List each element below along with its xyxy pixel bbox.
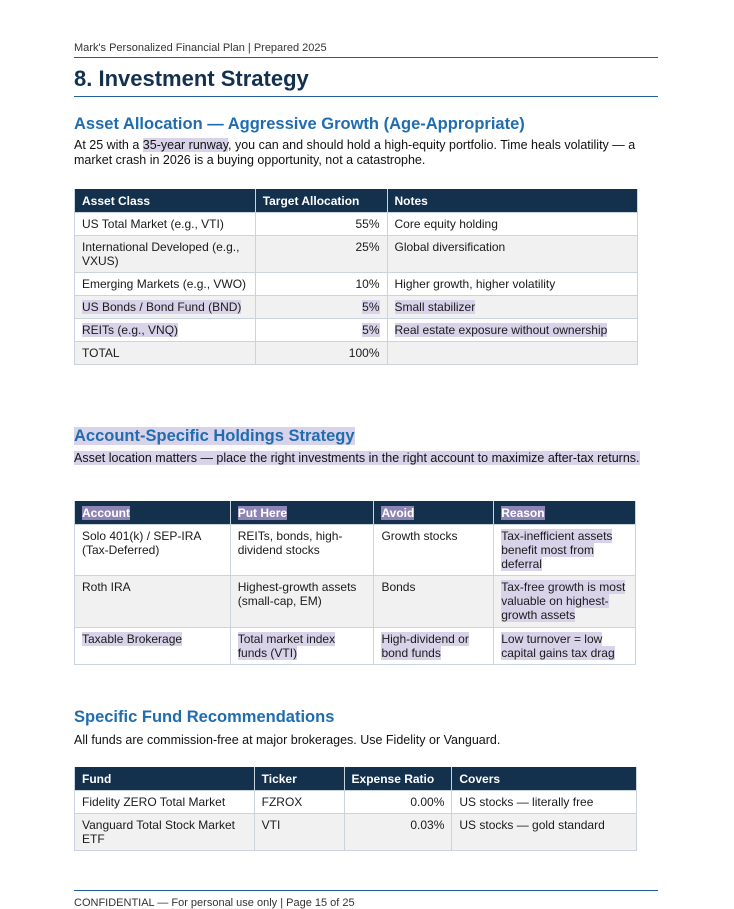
put-here-cell (230, 628, 374, 665)
reason-cell (494, 628, 636, 665)
target-allocation-cell (255, 319, 387, 342)
target-allocation-cell (255, 296, 387, 319)
covers-cell: US stocks — gold standard (452, 814, 637, 851)
intro-text: At 25 with a (74, 138, 143, 152)
table-row (75, 236, 638, 273)
asset-allocation-heading: Asset Allocation — Aggressive Growth (Age-Appropriate) (74, 115, 525, 133)
expense-ratio-cell: 0.03% (344, 814, 452, 851)
footer-text: CONFIDENTIAL — For personal use only | Page 15 of 25 (74, 897, 355, 909)
highlighted-text: Account-Specific Holdings Strategy (74, 427, 355, 445)
column-header: Target Allocation (255, 189, 387, 213)
highlighted-text: Total market index funds (VTI) (237, 632, 336, 660)
column-header: Fund (75, 767, 255, 791)
highlighted-text: Avoid (381, 505, 415, 520)
chapter-title: 8. Investment Strategy (74, 66, 658, 97)
ticker-cell: VTI (254, 814, 344, 851)
account-cell: Roth IRA (75, 576, 231, 628)
highlighted-text: Account (82, 505, 130, 520)
allocation-table (74, 189, 638, 365)
holdings-intro (74, 451, 658, 466)
avoid-cell (374, 628, 494, 665)
asset-class-cell (75, 296, 256, 319)
notes-cell (387, 319, 638, 342)
reason-cell (494, 525, 636, 576)
highlighted-text: Taxable Brokerage (82, 632, 183, 646)
asset-class-cell: Emerging Markets (e.g., VWO) (75, 273, 256, 296)
fund-name-cell: Fidelity ZERO Total Market (75, 791, 255, 814)
target-allocation-cell: 10% (255, 273, 387, 296)
table-row (75, 814, 637, 851)
account-cell: Solo 401(k) / SEP-IRA (Tax-Deferred) (75, 525, 231, 576)
table-row (75, 791, 637, 814)
column-header: Expense Ratio (344, 767, 452, 791)
table-row (75, 525, 636, 576)
fund-name-cell: Vanguard Total Stock Market ETF (75, 814, 255, 851)
put-here-cell: REITs, bonds, high-dividend stocks (230, 525, 374, 576)
highlighted-text: Reason (501, 505, 545, 520)
page-footer (74, 890, 658, 909)
put-here-cell: Highest-growth assets (small-cap, EM) (230, 576, 374, 628)
table-row (75, 576, 636, 628)
highlighted-text: Real estate exposure without ownership (394, 323, 608, 337)
table-row-total (75, 342, 638, 365)
highlighted-text: Asset location matters — place the right investments in the right account to maximize after-tax returns. (74, 451, 640, 465)
asset-class-cell: International Developed (e.g., VXUS) (75, 236, 256, 273)
notes-cell (387, 342, 638, 365)
highlighted-text: 5% (362, 300, 380, 314)
table-row (75, 213, 638, 236)
holdings-table (74, 501, 636, 665)
asset-class-cell (75, 319, 256, 342)
covers-cell: US stocks — literally free (452, 791, 637, 814)
target-allocation-cell: 25% (255, 236, 387, 273)
column-header: Asset Class (75, 189, 256, 213)
highlighted-text: REITs (e.g., VNQ) (82, 323, 179, 337)
holdings-heading (74, 427, 355, 446)
asset-class-cell: US Total Market (e.g., VTI) (75, 213, 256, 236)
notes-cell: Global diversification (387, 236, 638, 273)
column-header: Notes (387, 189, 638, 213)
target-allocation-cell: 100% (255, 342, 387, 365)
table-row (75, 273, 638, 296)
highlighted-text: Low turnover = low capital gains tax drag (501, 632, 615, 660)
highlighted-text: Small stabilizer (394, 300, 476, 314)
highlighted-phrase: 35-year runway (142, 138, 229, 152)
target-allocation-cell: 55% (255, 213, 387, 236)
account-cell (75, 628, 231, 665)
highlighted-text: High-dividend or bond funds (381, 632, 469, 660)
column-header (374, 501, 494, 525)
fund-recommendations-intro: All funds are commission-free at major brokerages. Use Fidelity or Vanguard. (74, 733, 501, 747)
highlighted-text: 5% (362, 323, 380, 337)
asset-allocation-intro (74, 138, 658, 168)
table-row (75, 296, 638, 319)
table-header-row (75, 767, 637, 791)
column-header (230, 501, 374, 525)
column-header: Ticker (254, 767, 344, 791)
ticker-cell: FZROX (254, 791, 344, 814)
fund-recommendations-heading: Specific Fund Recommendations (74, 708, 335, 726)
table-row (75, 628, 636, 665)
reason-cell (494, 576, 636, 628)
table-row (75, 319, 638, 342)
column-header: Covers (452, 767, 637, 791)
intro-text-rest: , you can and should hold a high-equity portfolio. Time heals volatility — a market crash in 2026 is a buying opportunity, not a catastrophe. (74, 138, 636, 167)
table-header-row (75, 501, 636, 525)
funds-table (74, 767, 637, 851)
expense-ratio-cell: 0.00% (344, 791, 452, 814)
column-header (494, 501, 636, 525)
avoid-cell: Growth stocks (374, 525, 494, 576)
highlighted-text: US Bonds / Bond Fund (BND) (82, 300, 242, 314)
running-header: Mark's Personalized Financial Plan | Prepared 2025 (74, 42, 658, 58)
avoid-cell: Bonds (374, 576, 494, 628)
notes-cell (387, 296, 638, 319)
notes-cell: Core equity holding (387, 213, 638, 236)
notes-cell: Higher growth, higher volatility (387, 273, 638, 296)
column-header (75, 501, 231, 525)
table-header-row (75, 189, 638, 213)
highlighted-text: Put Here (237, 505, 288, 520)
asset-class-cell: TOTAL (75, 342, 256, 365)
highlighted-text: Tax-inefficient assets benefit most from deferral (501, 529, 613, 571)
highlighted-text: Tax-free growth is most valuable on highest-growth assets (501, 580, 626, 622)
